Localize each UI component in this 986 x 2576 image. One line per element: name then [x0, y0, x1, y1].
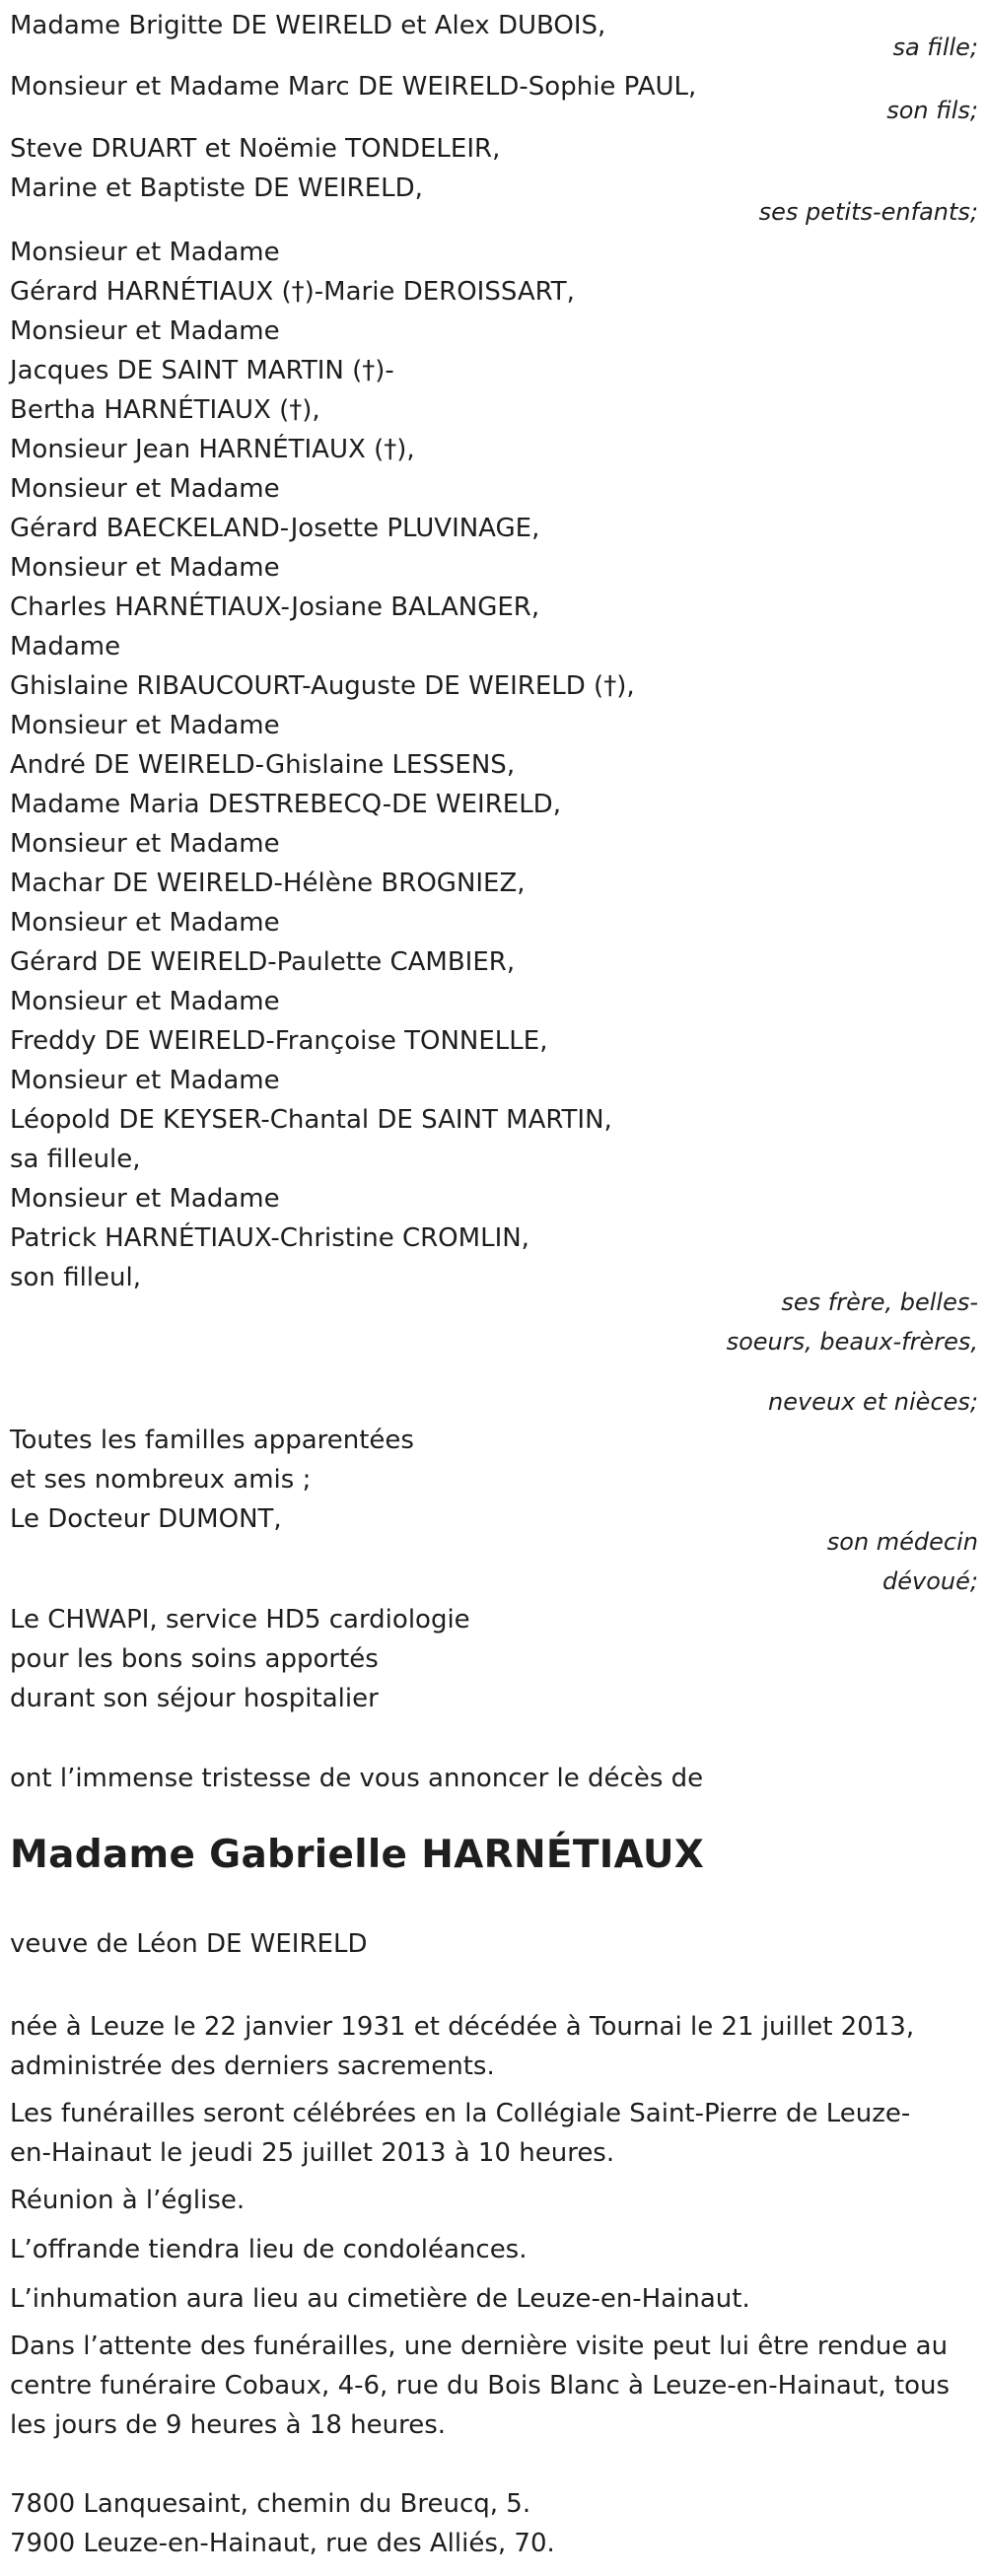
family-line: Monsieur et Madame [10, 1184, 280, 1214]
detail-line: L’offrande tiendra lieu de condoléances. [10, 2235, 528, 2264]
family-line: Monsieur et Madame [10, 238, 280, 267]
family-line: Gérard HARNÉTIAUX (†)-Marie DEROISSART, [10, 277, 575, 307]
address-line: 7800 Lanquesaint, chemin du Breucq, 5. [10, 2489, 531, 2519]
detail-line: Réunion à l’église. [10, 2186, 246, 2215]
deceased-name: Madame Gabrielle HARNÉTIAUX [10, 1833, 705, 1877]
family-line: Gérard DE WEIRELD-Paulette CAMBIER, [10, 947, 516, 977]
family-line: Madame Maria DESTREBECQ-DE WEIRELD, [10, 790, 561, 819]
detail-line: Dans l’attente des funérailles, une dernière visite peut lui être rendue au [10, 2332, 949, 2361]
detail-line: L’inhumation aura lieu au cimetière de Leuze-en-Hainaut. [10, 2284, 750, 2314]
family-line: André DE WEIRELD-Ghislaine LESSENS, [10, 750, 516, 780]
family-line: Patrick HARNÉTIAUX-Christine CROMLIN, [10, 1223, 529, 1253]
family-line: Steve DRUART et Noëmie TONDELEIR, [10, 134, 501, 164]
family-line: Monsieur Jean HARNÉTIAUX (†), [10, 435, 415, 464]
address-line: 7900 Leuze-en-Hainaut, rue des Alliés, 70. [10, 2529, 555, 2558]
role-label: sa fille; [892, 34, 978, 61]
detail-line: les jours de 9 heures à 18 heures. [10, 2410, 447, 2440]
detail-line: administrée des derniers sacrements. [10, 2052, 495, 2081]
family-line: Le CHWAPI, service HD5 cardiologie [10, 1605, 470, 1635]
family-line: pour les bons soins apportés [10, 1644, 379, 1674]
family-line: Monsieur et Madame [10, 474, 280, 504]
role-label: son médecin dévoué; [826, 1528, 978, 1595]
announcement-line: ont l’immense tristesse de vous annoncer le décès de [10, 1764, 704, 1793]
family-line: Jacques DE SAINT MARTIN (†)- [10, 356, 394, 385]
widow-of: veuve de Léon DE WEIRELD [10, 1929, 368, 1959]
family-line: Monsieur et Madame [10, 1066, 280, 1095]
family-line: Monsieur et Madame [10, 908, 280, 938]
family-line: Monsieur et Madame [10, 987, 280, 1016]
family-line: Monsieur et Madame [10, 553, 280, 583]
family-line: Monsieur et Madame [10, 829, 280, 859]
role-label: son fils; [886, 97, 978, 124]
family-line: Le Docteur DUMONT, [10, 1504, 282, 1534]
family-line: Bertha HARNÉTIAUX (†), [10, 395, 320, 425]
family-line: et ses nombreux amis ; [10, 1465, 312, 1495]
detail-line: née à Leuze le 22 janvier 1931 et décédée à Tournai le 21 juillet 2013, [10, 2012, 915, 2042]
family-line: Madame Brigitte DE WEIRELD et Alex DUBOIS, [10, 11, 606, 40]
family-line: son filleul, [10, 1263, 141, 1292]
detail-line: centre funéraire Cobaux, 4-6, rue du Bois Blanc à Leuze-en-Hainaut, tous [10, 2371, 951, 2401]
family-line: Monsieur et Madame [10, 711, 280, 740]
family-line: Marine et Baptiste DE WEIRELD, [10, 174, 423, 203]
family-line: Machar DE WEIRELD-Hélène BROGNIEZ, [10, 869, 526, 898]
detail-line: en-Hainaut le jeudi 25 juillet 2013 à 10 heures. [10, 2138, 615, 2168]
family-line: Ghislaine RIBAUCOURT-Auguste DE WEIRELD (†), [10, 671, 635, 701]
family-line: sa filleule, [10, 1145, 141, 1174]
family-line: Madame [10, 632, 121, 661]
family-line: Freddy DE WEIRELD-Françoise TONNELLE, [10, 1026, 548, 1056]
role-label: ses frère, belles-soeurs, beaux-frères, [726, 1288, 978, 1356]
detail-line: Les funérailles seront célébrées en la Collégiale Saint-Pierre de Leuze- [10, 2099, 911, 2128]
family-line: Monsieur et Madame Marc DE WEIRELD-Sophie PAUL, [10, 72, 697, 102]
family-line: Léopold DE KEYSER-Chantal DE SAINT MARTIN, [10, 1105, 612, 1135]
family-line: Toutes les familles apparentées [10, 1426, 414, 1455]
role-label: ses petits-enfants; [758, 198, 978, 226]
role-label: neveux et nièces; [768, 1388, 978, 1416]
family-line: Gérard BAECKELAND-Josette PLUVINAGE, [10, 514, 540, 543]
family-line: durant son séjour hospitalier [10, 1684, 379, 1713]
family-line: Charles HARNÉTIAUX-Josiane BALANGER, [10, 592, 540, 622]
family-line: Monsieur et Madame [10, 316, 280, 346]
